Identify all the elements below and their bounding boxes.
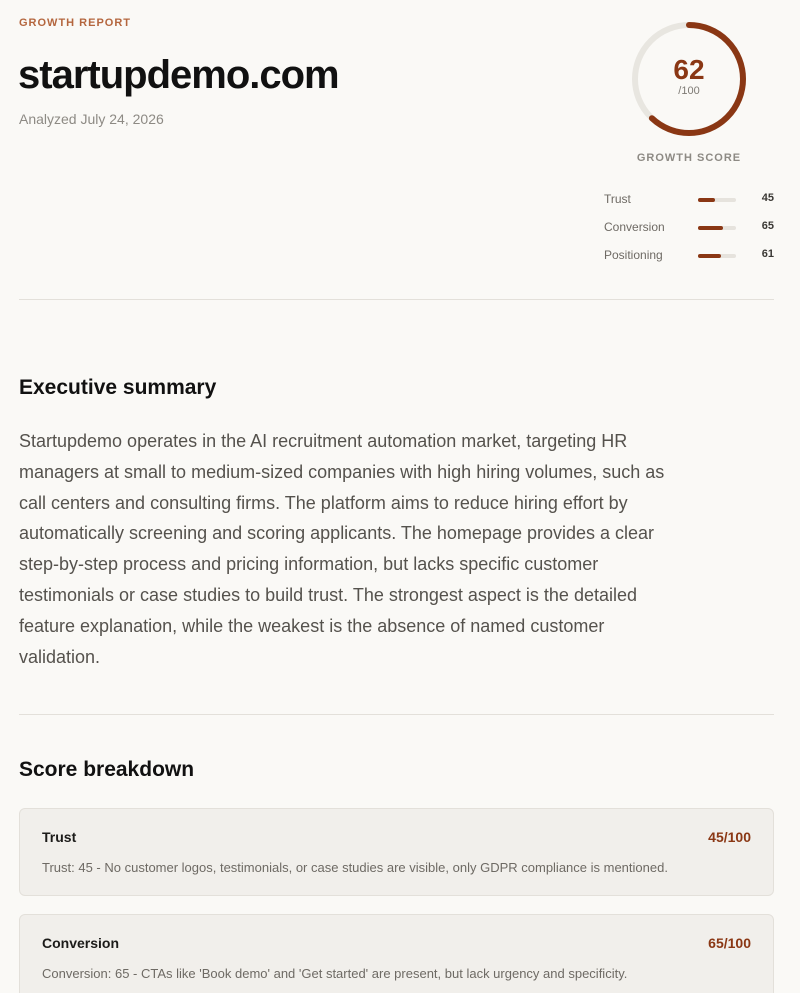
card-description: Conversion: 65 - CTAs like 'Book demo' and 'Get started' are present, but lack urgency and specificity.: [42, 966, 628, 981]
card-title: Trust: [42, 829, 77, 845]
breakdown-card-conversion: [19, 914, 774, 993]
subscore-fill: [698, 198, 715, 202]
growth-score-value: 62: [673, 54, 705, 85]
executive-summary-title: Executive summary: [19, 376, 217, 399]
summary-divider: [19, 714, 774, 715]
growth-score-denominator: /100: [678, 85, 700, 97]
subscore-track: [698, 226, 736, 230]
executive-summary-text: Startupdemo operates in the AI recruitment automation market, targeting HR managers at small to medium-sized companies with high hiring volumes, such as call centers and consulting firms. The platform aims to reduce hiring effort by automatically screening and scoring applicants. The homepage provides a clear step-by-step process and pricing information, but lacks specific customer testimonials or case studies to build trust. The strongest aspect is the detailed feature explanation, while the weakest is the absence of named customer validation.: [19, 431, 665, 667]
growth-score-caption: GROWTH SCORE: [636, 152, 742, 164]
subscore-row: [604, 220, 776, 248]
header-divider: [19, 299, 774, 300]
subscore-fill: [698, 254, 721, 258]
subscore-track: [698, 198, 736, 202]
breakdown-card-trust: [19, 808, 774, 896]
subscore-value: 45: [761, 192, 774, 204]
analyzed-date: Analyzed July 24, 2026: [19, 111, 164, 127]
growth-score-ring: [630, 20, 748, 138]
subscore-fill: [698, 226, 723, 230]
page-title: startupdemo.com: [18, 53, 339, 97]
subscore-value: 65: [761, 220, 774, 232]
card-title: Conversion: [42, 935, 120, 951]
card-score: 45/100: [708, 829, 751, 845]
subscore-row: [604, 248, 776, 276]
report-eyebrow: GROWTH REPORT: [19, 17, 131, 29]
subscore-label: Trust: [604, 192, 631, 206]
subscore-list: [604, 192, 776, 276]
subscore-row: [604, 192, 776, 220]
subscore-value: 61: [761, 248, 774, 260]
card-score: 65/100: [708, 935, 751, 951]
score-breakdown-title: Score breakdown: [19, 758, 195, 781]
subscore-label: Positioning: [604, 248, 663, 262]
subscore-label: Conversion: [604, 220, 665, 234]
card-description: Trust: 45 - No customer logos, testimonials, or case studies are visible, only GDPR compliance is mentioned.: [42, 860, 668, 875]
subscore-track: [698, 254, 736, 258]
